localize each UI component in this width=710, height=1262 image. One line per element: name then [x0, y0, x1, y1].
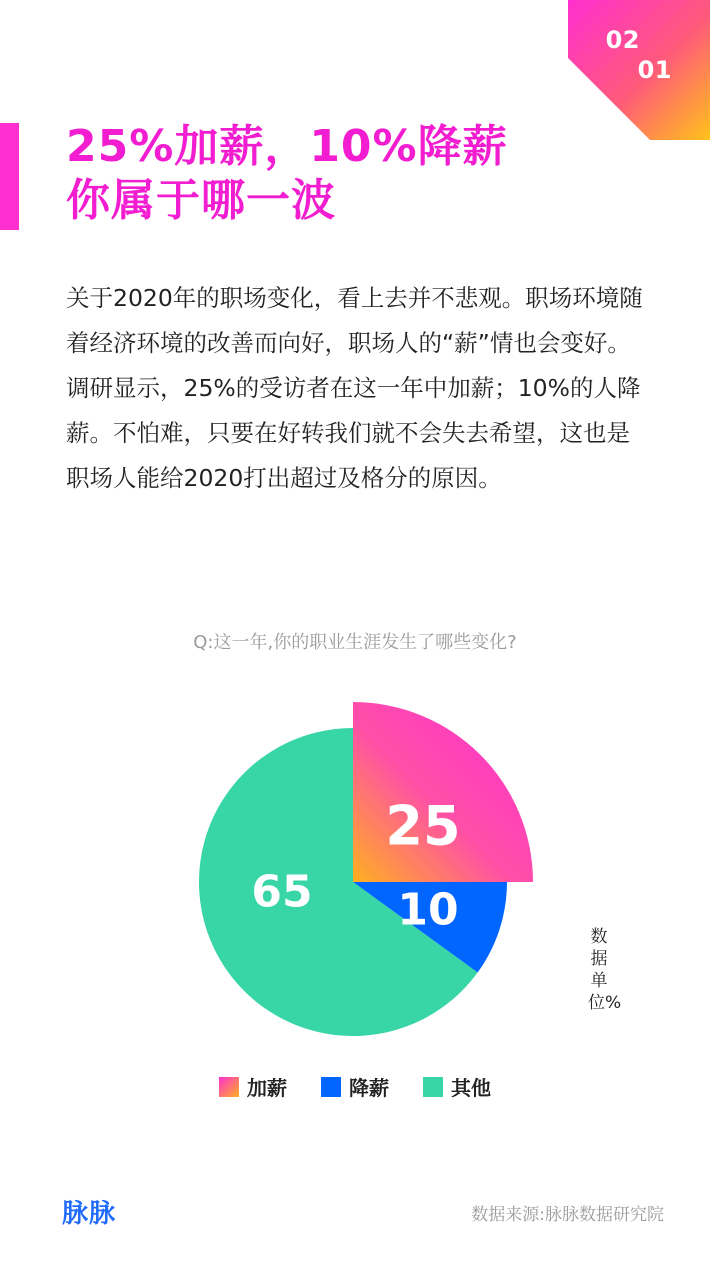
- chart-question: Q:这一年,你的职业生涯发生了哪些变化?: [193, 632, 517, 653]
- legend-label-cut: 降薪: [349, 1076, 389, 1100]
- body-paragraph: 关于2020年的职场变化，看上去并不悲观。职场环境随着经济环境的改善而向好，职场人的“薪”情也会变好。调研显示，25%的受访者在这一年中加薪；10%的人降薪。不怕难，只要在好转我们就不会失去希望，这也是职场人能给2020打出超过及格分的原因。: [66, 284, 643, 492]
- brand-logo: 脉脉: [62, 1199, 117, 1229]
- legend-item-other: [423, 1072, 491, 1101]
- data-source: 数据来源:脉脉数据研究院: [471, 1205, 664, 1225]
- legend-item-cut: [321, 1072, 389, 1101]
- legend-swatch-cut: [321, 1077, 341, 1097]
- title-line-1: 25%加薪，10%降薪: [66, 121, 508, 172]
- legend-label-raise: 加薪: [247, 1076, 287, 1100]
- pie-slice-other-value-label: 65: [251, 866, 313, 918]
- legend-swatch-raise: [219, 1077, 239, 1097]
- legend: [0, 1072, 710, 1101]
- legend-swatch-other: [423, 1077, 443, 1097]
- pie-slice-cut-value-label: 10: [397, 884, 459, 936]
- unit-label: 数据单位%: [588, 927, 622, 1013]
- page-number-major: 02: [605, 26, 640, 54]
- title-line-2: 你属于哪一波: [66, 175, 336, 226]
- legend-label-other: 其他: [451, 1076, 491, 1100]
- pie-slice-raise-value-label: 25: [385, 794, 461, 858]
- page-number-minor: 01: [637, 56, 672, 84]
- legend-item-raise: [219, 1072, 287, 1101]
